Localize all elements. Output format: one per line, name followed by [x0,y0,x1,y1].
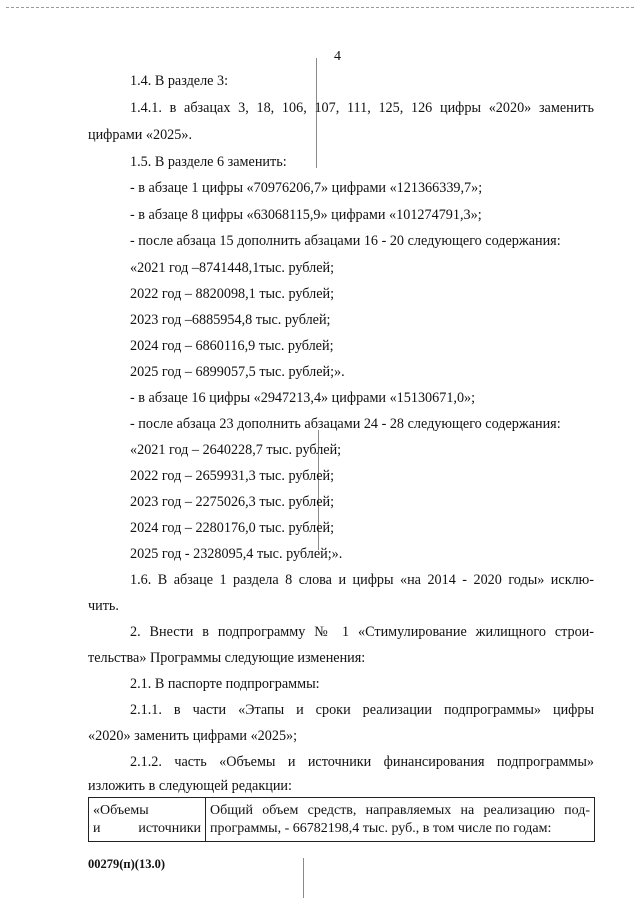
table-cell-line: «Объемы [93,803,149,818]
paragraph-line: «2020» заменить цифрами «2025»; [88,728,298,744]
paragraph-line: 1.4. В разделе 3: [130,73,229,89]
paragraph-line: «2021 год – 2640228,7 тыс. рублей; [130,442,342,458]
paragraph-line: чить. [88,598,119,614]
paragraph-line: 1.5. В разделе 6 заменить: [130,154,287,170]
paragraph-line: тельства» Программы следующие изменения: [88,650,366,666]
table-cell-right [206,798,595,842]
fold-mark [303,858,304,898]
paragraph-line: 1.6. В абзаце 1 раздела 8 слова и цифры «на 2014 - 2020 годы» исклю- [130,572,594,588]
paragraph-line: изложить в следующей редакции: [88,778,292,794]
paragraph-line: - после абзаца 23 дополнить абзацами 24 - 28 следующего содержания: [130,416,561,432]
paragraph-line: цифрами «2025». [88,127,192,143]
paragraph-line: - в абзаце 8 цифры «63068115,9» цифрами «101274791,3»; [130,207,482,223]
paragraph-line: 2.1.2. часть «Объемы и источники финансирования подпрограммы» [130,754,594,770]
table-cell-line: Общий объем средств, направляемых на реализацию под- [210,803,590,818]
table-row [89,798,595,842]
paragraph-line: 2024 год – 6860116,9 тыс. рублей; [130,338,334,354]
paragraph-line: 2022 год – 2659931,3 тыс. рублей; [130,468,335,484]
table-cell-line [93,820,201,838]
paragraph-line: - в абзаце 1 цифры «70976206,7» цифрами «121366339,7»; [130,180,483,196]
table-cell-line: программы, - 66782198,4 тыс. руб., в том числе по годам: [210,820,552,836]
top-dashed-rule [6,7,634,8]
paragraph-line: 2.1. В паспорте подпрограммы: [130,676,320,692]
paragraph-line: 2.1.1. в части «Этапы и сроки реализации подпрограммы» цифры [130,702,594,718]
passport-table [88,797,595,842]
paragraph-line: 2022 год – 8820098,1 тыс. рублей; [130,286,335,302]
paragraph-line: - после абзаца 15 дополнить абзацами 16 - 20 следующего содержания: [130,233,561,249]
paragraph-line: 1.4.1. в абзацах 3, 18, 106, 107, 111, 125, 126 цифры «2020» заменить [130,100,594,116]
paragraph-line: 2023 год – 2275026,3 тыс. рублей; [130,494,335,510]
table-cell-word: источники [138,820,201,836]
paragraph-line: 2023 год –6885954,8 тыс. рублей; [130,312,331,328]
paragraph-line: 2025 год – 6899057,5 тыс. рублей;». [130,364,345,380]
paragraph-line: «2021 год –8741448,1тыс. рублей; [130,260,335,276]
document-code: 00279(п)(13.0) [88,857,165,871]
table-cell-left [89,798,206,842]
paragraph-line: 2025 год - 2328095,4 тыс. рублей;». [130,546,343,562]
paragraph-line: 2024 год – 2280176,0 тыс. рублей; [130,520,335,536]
page-number: 4 [334,49,341,64]
paragraph-line: 2. Внести в подпрограмму № 1 «Стимулирование жилищного строи- [130,624,594,640]
paragraph-line: - в абзаце 16 цифры «2947213,4» цифрами «15130671,0»; [130,390,476,406]
table-cell-word: и [93,820,101,836]
